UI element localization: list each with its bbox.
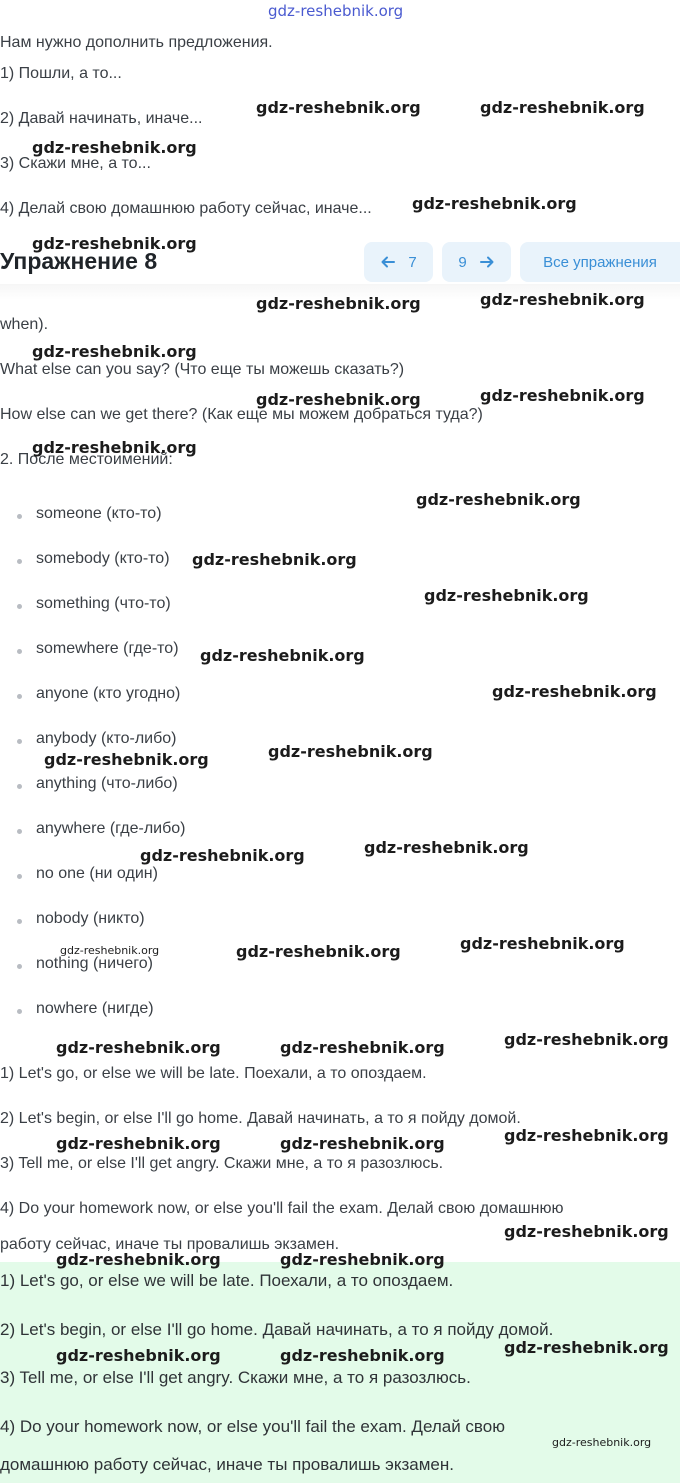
watermark-text: gdz-reshebnik.org — [280, 1038, 445, 1057]
watermark-text: gdz-reshebnik.org — [504, 1030, 669, 1049]
translation-sentence: 3) Tell me, or else I'll get angry. Скажи мне, а то я разозлюсь. — [0, 1155, 444, 1172]
bullet-icon — [17, 919, 22, 924]
exercise-title: Упражнение 8 — [0, 248, 158, 274]
intro-item: 3) Скажи мне, а то... — [0, 155, 151, 172]
watermark-text: gdz-reshebnik.org — [504, 1126, 669, 1145]
watermark-text: gdz-reshebnik.org — [480, 386, 645, 405]
watermark-text: gdz-reshebnik.org — [60, 944, 160, 957]
watermark-text: gdz-reshebnik.org — [504, 1338, 669, 1357]
watermark-text: gdz-reshebnik.org — [424, 586, 589, 605]
prev-exercise-button[interactable] — [364, 242, 433, 282]
intro-item: 2) Давай начинать, иначе... — [0, 110, 203, 127]
watermark-text: gdz-reshebnik.org — [268, 742, 433, 761]
intro-item: 1) Пошли, а то... — [0, 65, 122, 82]
watermark-text: gdz-reshebnik.org — [364, 838, 529, 857]
list-item: no one (ни один) — [36, 865, 158, 882]
list-item: anyone (кто угодно) — [36, 685, 181, 702]
translation-sentence: 4) Do your homework now, or else you'll fail the exam. Делай свою домашнюю — [0, 1200, 564, 1217]
list-item: nothing (ничего) — [36, 955, 153, 972]
watermark-text: gdz-reshebnik.org — [416, 490, 581, 509]
list-item: someone (кто-то) — [36, 505, 162, 522]
arrow-left-icon — [380, 254, 396, 270]
bullet-icon — [17, 694, 22, 699]
bullet-icon — [17, 964, 22, 969]
bullet-icon — [17, 739, 22, 744]
watermark-text: gdz-reshebnik.org — [236, 942, 401, 961]
watermark-text: gdz-reshebnik.org — [504, 1222, 669, 1241]
next-exercise-button[interactable] — [442, 242, 511, 282]
bullet-icon — [17, 829, 22, 834]
list-item: something (что-то) — [36, 595, 171, 612]
all-exercises-label: Все упражнения — [543, 253, 657, 271]
all-exercises-button[interactable] — [520, 242, 680, 282]
bullet-icon — [17, 649, 22, 654]
bullet-icon — [17, 874, 22, 879]
watermark-text: gdz-reshebnik.org — [552, 1436, 652, 1449]
watermark-text: gdz-reshebnik.org — [280, 1346, 445, 1365]
answer-line: 2) Let's begin, or else I'll go home. Давай начинать, а то я пойду домой. — [0, 1320, 554, 1339]
watermark-text: gdz-reshebnik.org — [480, 290, 645, 309]
prev-exercise-label: 7 — [408, 253, 417, 271]
answer-line: 3) Tell me, or else I'll get angry. Скажи мне, а то я разозлюсь. — [0, 1368, 471, 1387]
pronouns-header: 2. После местоимений: — [0, 451, 173, 468]
watermark-text: gdz-reshebnik.org — [280, 1134, 445, 1153]
watermark-text: gdz-reshebnik.org — [200, 646, 365, 665]
list-item: anything (что-либо) — [36, 775, 178, 792]
watermark-text: gdz-reshebnik.org — [460, 934, 625, 953]
arrow-right-icon — [479, 254, 495, 270]
watermark-text: gdz-reshebnik.org — [32, 342, 197, 361]
watermark-text: gdz-reshebnik.org — [192, 550, 357, 569]
answer-box — [0, 1262, 680, 1483]
bullet-icon — [17, 604, 22, 609]
bullet-icon — [17, 559, 22, 564]
watermark-text: gdz-reshebnik.org — [56, 1134, 221, 1153]
intro-item: 4) Делай свою домашнюю работу сейчас, иначе... — [0, 200, 372, 217]
intro-text: Нам нужно дополнить предложения. — [0, 34, 273, 51]
watermark-text: gdz-reshebnik.org — [256, 390, 421, 409]
translation-sentence: работу сейчас, иначе ты провалишь экзамен. — [0, 1236, 340, 1253]
bullet-icon — [17, 514, 22, 519]
watermark-text: gdz-reshebnik.org — [256, 98, 421, 117]
example-sentence: How else can we get there? (Как еще мы можем добраться туда?) — [0, 406, 483, 423]
watermark-text: gdz-reshebnik.org — [412, 194, 577, 213]
list-item: anywhere (где-либо) — [36, 820, 186, 837]
bullet-icon — [17, 1009, 22, 1014]
answer-line: домашнюю работу сейчас, иначе ты провалишь экзамен. — [0, 1455, 454, 1474]
next-exercise-label: 9 — [458, 253, 467, 271]
watermark-text: gdz-reshebnik.org — [268, 2, 404, 20]
answer-line: 1) Let's go, or else we will be late. Поехали, а то опоздаем. — [0, 1271, 454, 1290]
content-text: when). — [0, 316, 49, 333]
watermark-text: gdz-reshebnik.org — [492, 682, 657, 701]
watermark-text: gdz-reshebnik.org — [56, 1346, 221, 1365]
answer-line: 4) Do your homework now, or else you'll fail the exam. Делай свою — [0, 1417, 505, 1436]
watermark-text: gdz-reshebnik.org — [56, 1250, 221, 1269]
translation-sentence: 2) Let's begin, or else I'll go home. Давай начинать, а то я пойду домой. — [0, 1110, 521, 1127]
watermark-text: gdz-reshebnik.org — [32, 438, 197, 457]
translation-sentence: 1) Let's go, or else we will be late. Поехали, а то опоздаем. — [0, 1065, 427, 1082]
watermark-text: gdz-reshebnik.org — [480, 98, 645, 117]
list-item: nowhere (нигде) — [36, 1000, 154, 1017]
list-item: somebody (кто-то) — [36, 550, 170, 567]
watermark-text: gdz-reshebnik.org — [56, 1038, 221, 1057]
example-sentence: What else can you say? (Что еще ты можешь сказать?) — [0, 361, 405, 378]
watermark-text: gdz-reshebnik.org — [140, 846, 305, 865]
list-item: anybody (кто-либо) — [36, 730, 177, 747]
watermark-text: gdz-reshebnik.org — [280, 1250, 445, 1269]
watermark-text: gdz-reshebnik.org — [44, 750, 209, 769]
watermark-text: gdz-reshebnik.org — [32, 138, 197, 157]
watermark-text: gdz-reshebnik.org — [256, 294, 421, 313]
watermark-text: gdz-reshebnik.org — [32, 234, 197, 253]
list-item: somewhere (где-то) — [36, 640, 179, 657]
list-item: nobody (никто) — [36, 910, 145, 927]
bullet-icon — [17, 784, 22, 789]
